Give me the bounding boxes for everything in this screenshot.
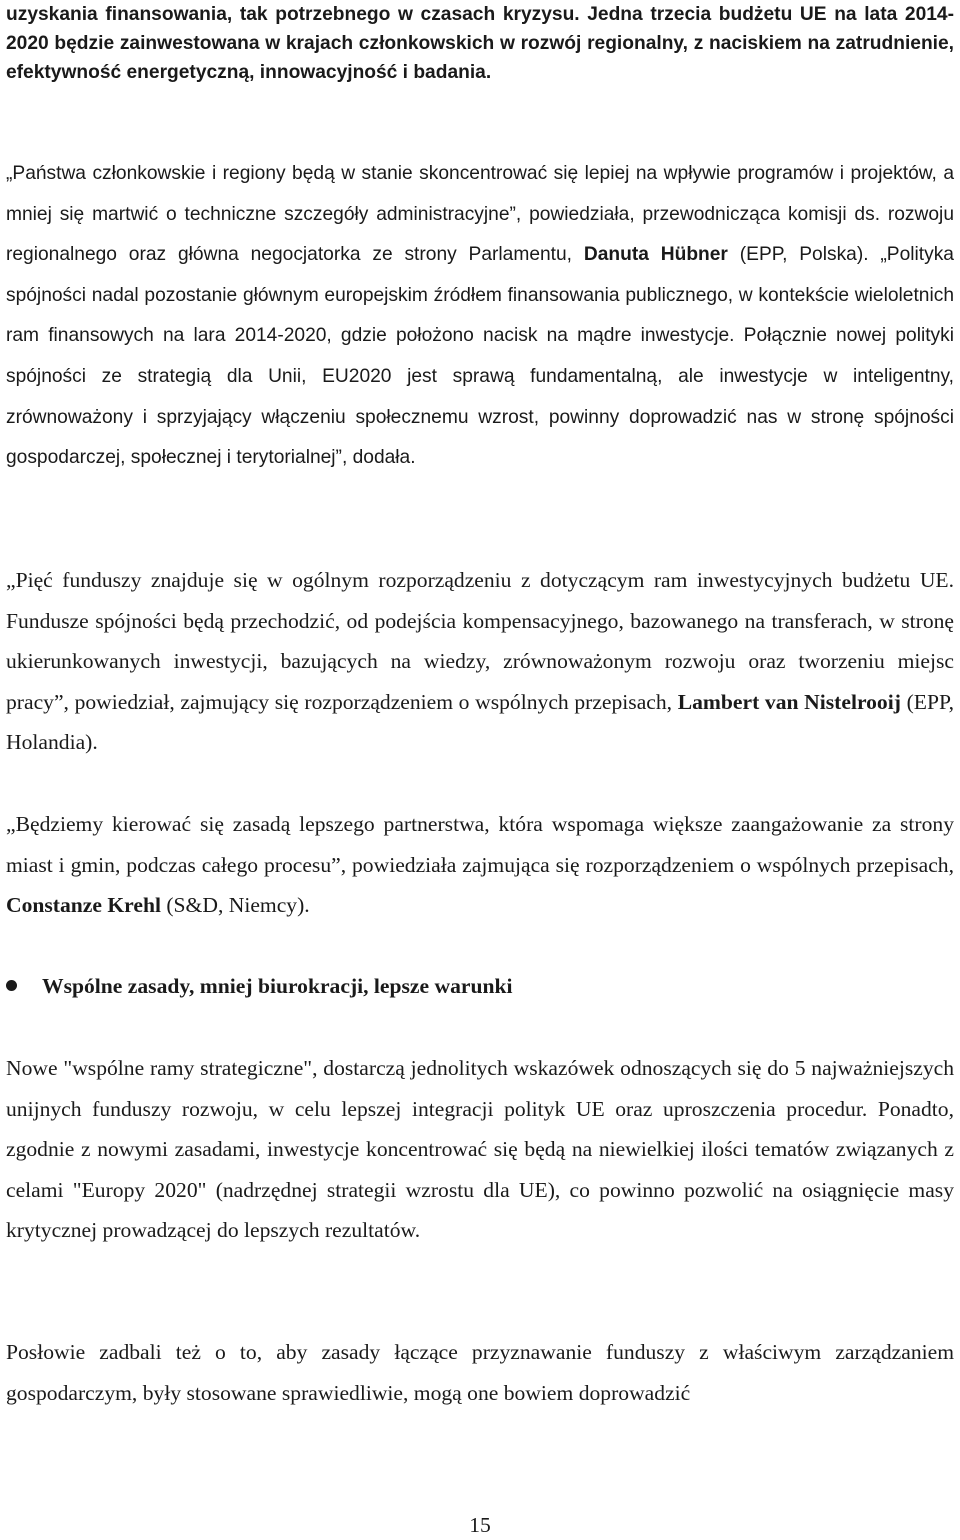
last-paragraph: Posłowie zadbali też o to, aby zasady łączące przyznawanie funduszy z właściwym zarządzaniem gospodarczym, były stosowane sprawiedliwie, mogą one bowiem doprowadzić <box>6 1340 954 1405</box>
speaker-name-nistelrooij: Lambert van Nistelrooij <box>677 689 901 714</box>
quote-nistelrooij-paragraph <box>6 560 954 763</box>
bullet-icon <box>6 980 17 991</box>
speaker-affiliation-nistelrooij: (EPP, Holandia). <box>6 689 954 755</box>
speaker-affiliation-hubner: (EPP, Polska). <box>727 244 881 266</box>
quote-hubner-paragraph <box>6 154 954 479</box>
speaker-affiliation-krehl: (S&D, Niemcy). <box>160 893 310 918</box>
quote-hubner-continuation: „Polityka spójności nadal pozostanie głównym europejskim źródłem finansowania publicznego, w kontekście wieloletnich ram finansowych na lara 2014-2020, gdzie położono nacisk na mądre inwestycje. Połącznie nowej polityki spójności ze strategią dla Unii, EU2020 jest sprawą fundamentalną, ale inwestycje w inteligentny, zrównoważony i sprzyjający włączeniu społecznemu wzrost, powinny doprowadzić nas w stronę spójności gospodarczej, społecznej i terytorialnej”, dodała. <box>6 244 954 469</box>
quote-nistelrooij-text: „Pięć funduszy znajduje się w ogólnym rozporządzeniu z dotyczącym ram inwestycyjnych budżetu UE. Fundusze spójności będą przechodzić, od podejścia kompensacyjnego, bazowanego na transferach, w stronę ukierunkowanych inwestycji, bazujących na wiedzy, zrównoważonym rozwoju oraz tworzeniu miejsc pracy”, powiedział, zajmujący się rozporządzeniem o wspólnych przepisach, <box>6 568 954 714</box>
quote-krehl-paragraph <box>6 804 954 926</box>
quote-hubner-text: „Państwa członkowskie i regiony będą w stanie skoncentrować się lepiej na wpływie programów i projektów, a mniej się martwić o techniczne szczegóły administracyjne”, powiedziała, przewodnicząca komisji ds. rozwoju regionalnego oraz główna negocjatorka ze strony Parlamentu, <box>6 163 954 266</box>
speaker-name-krehl: Constanze Krehl <box>6 893 161 918</box>
page-number: 15 <box>469 1513 491 1537</box>
speaker-name-hubner: Danuta Hübner <box>583 244 728 266</box>
top-paragraph: uzyskania finansowania, tak potrzebnego w czasach kryzysu. Jedna trzecia budżetu UE na lata 2014-2020 będzie zainwestowana w krajach członkowskich w rozwój regionalny, z naciskiem na zatrudnienie, efektywność energetyczną, innowacyjność i badania. <box>6 4 954 83</box>
section-heading: Wspólne zasady, mniej biurokracji, lepsze warunki <box>42 974 513 998</box>
rules-paragraph: Nowe "wspólne ramy strategiczne", dostarczą jednolitych wskazówek odnoszących się do 5 najważniejszych unijnych funduszy rozwoju, w celu lepszej integracji polityk UE oraz uproszczenia procedur. Ponadto, zgodnie z nowymi zasadami, inwestycje koncentrować się będą na niewielkiej ilości tematów związanych z celami "Europy 2020" (nadrzędnej strategii wzrostu dla UE), co powinno pozwolić na osiągnięcie masy krytycznej prowadzącej do lepszych rezultatów. <box>6 1056 954 1243</box>
section-heading-row <box>6 966 954 1006</box>
quote-krehl-text: „Będziemy kierować się zasadą lepszego partnerstwa, która wspomaga większe zaangażowanie za strony miast i gmin, podczas całego procesu”, powiedziała zajmująca się rozporządzeniem o wspólnych przepisach, <box>6 812 954 877</box>
